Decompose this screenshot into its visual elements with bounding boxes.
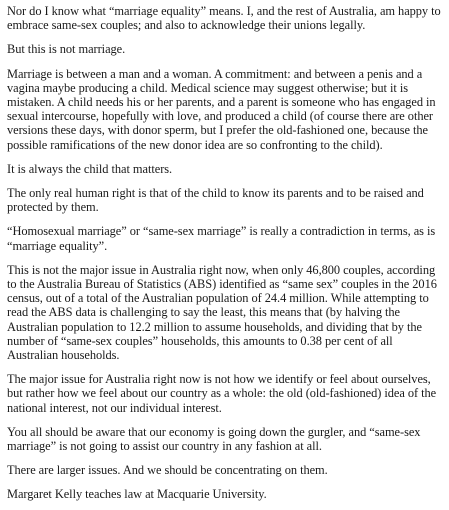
article-paragraph: But this is not marriage. — [7, 42, 126, 57]
article-paragraph: It is always the child that matters. — [7, 161, 173, 176]
author-bio: Margaret Kelly teaches law at Macquarie University. — [7, 487, 267, 502]
article-paragraph: Marriage is between a man and a woman. A commitment: and between a penis and a vagina maybe producing a child. Medical science may suggest otherwise; but it is mistaken. A child needs his or her parents, and a parent is someone who has engaged in sexual intercourse, hopefully with love, and produced a child (of course there are other versions these days, with donor sperm, but I prefer the old-fashioned one, because the possible ramifications of the new donor idea are so confronting to the child). — [7, 66, 436, 152]
article-paragraph: “Homosexual marriage” or “same-sex marriage” is really a contradiction in terms, as is “marriage equality”. — [7, 224, 436, 253]
article-paragraph: There are larger issues. And we should be concentrating on them. — [7, 463, 328, 478]
article-paragraph: The major issue for Australia right now is not how we identify or feel about ourselves, but rather how we feel about our country as a whole: the old (old-fashioned) idea of the national interest, not our individual interest. — [7, 372, 437, 415]
article-paragraph: The only real human right is that of the child to know its parents and to be raised and protected by them. — [7, 186, 424, 215]
article-paragraph: Nor do I know what “marriage equality” means. I, and the rest of Australia, am happy to embrace same-sex couples; and also to acknowledge their unions legally. — [7, 4, 441, 33]
article-paragraph: This is not the major issue in Australia right now, when only 46,800 couples, according to the Australia Bureau of Statistics (ABS) identified as “same sex” couples in the 2016 census, out of a total of the Australian population of 24.4 million. While attempting to read the ABS data is challenging to say the least, this means that (by halving the Australian population to 12.2 million to assume households, and dividing that by the number of “same-sex couples” households, this amounts to 0.38 per cent of all Australian households. — [7, 262, 437, 363]
article-paragraph: You all should be aware that our economy is going down the gurgler, and “same-sex marriage” is not going to assist our country in any fashion at all. — [7, 424, 421, 454]
